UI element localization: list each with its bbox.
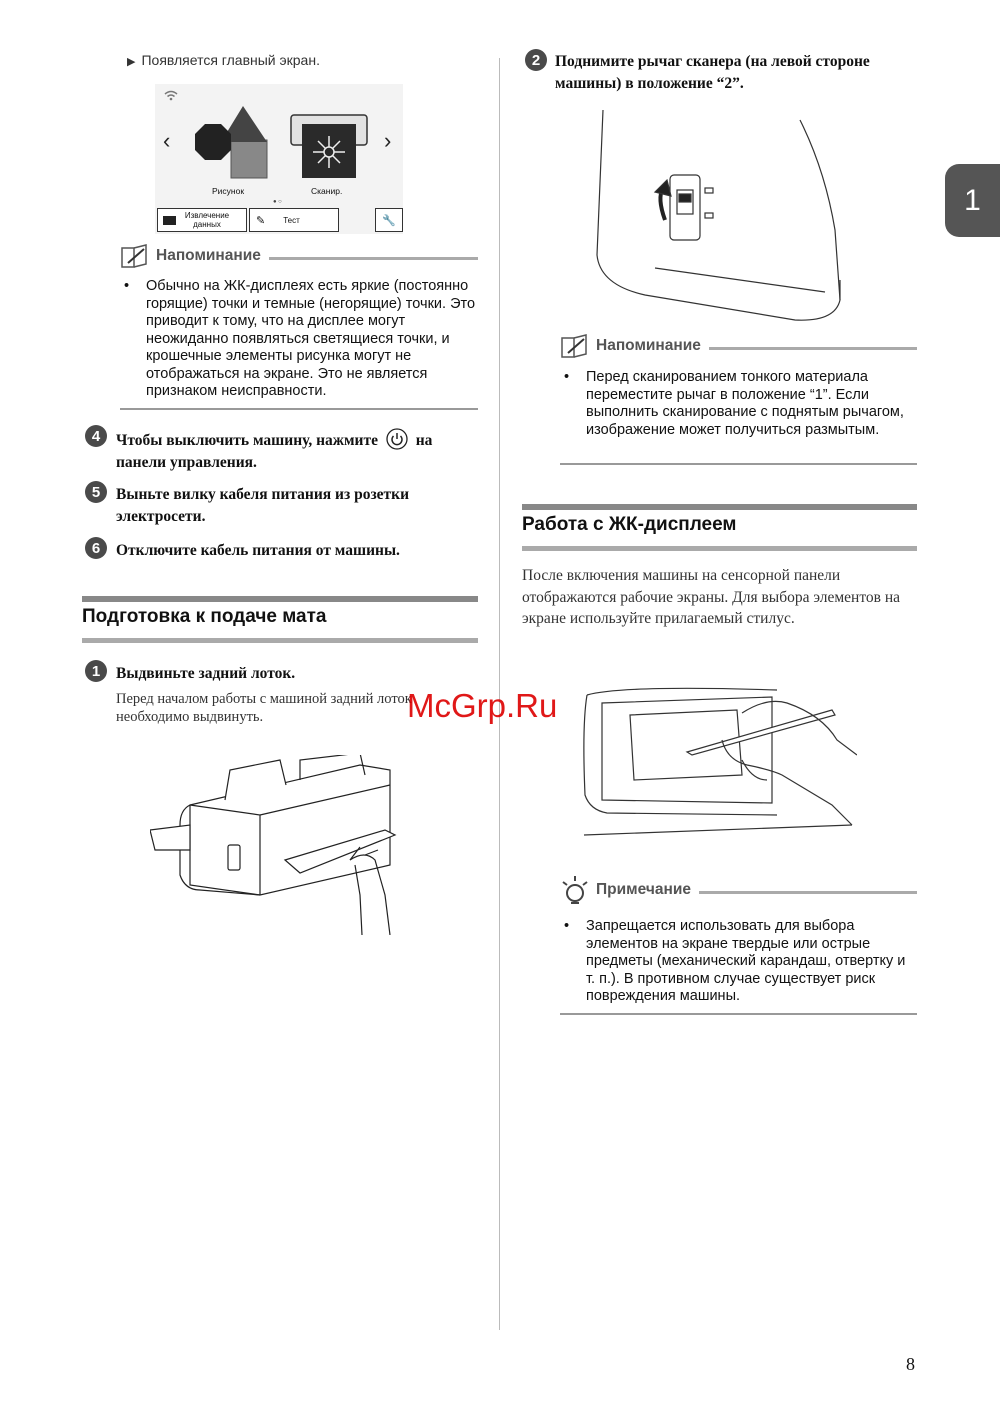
memo1-item: • Обычно на ЖК-дисплеях есть яркие (постоянно горящие) точки и темные (негорящие) точки. Это приводит к тому, что на дисплее могут неожиданно появляться светящиеся точки, и крошечные элементы рисунка могут не отображаться на экране. Это не является признаком неисправности.	[120, 278, 478, 401]
note-header	[560, 874, 917, 906]
memo1-bottom-rule	[120, 408, 478, 410]
folder-icon	[163, 216, 176, 225]
wrench-icon: 🔧	[382, 214, 396, 227]
test-button[interactable]: ✎ Тест	[249, 208, 339, 232]
section2-top-rule	[522, 504, 917, 510]
section2-title: Работа с ЖК-дисплеем	[522, 514, 737, 535]
section1-bottom-rule	[82, 638, 478, 643]
memo2-title: Напоминание	[596, 337, 701, 354]
lcd-home-screen	[155, 84, 403, 234]
pattern-label: Рисунок	[212, 186, 245, 196]
result-line: ▶ Появляется главный экран.	[127, 52, 320, 68]
section1-step-badge: 1	[85, 660, 107, 682]
step-4-badge: 4	[85, 425, 107, 447]
memo2-item: • Перед сканированием тонкого материала переместите рычаг в положение “1”. Если выполнить сканирование с поднятым рычагом, изображение может получиться размытым.	[560, 369, 917, 439]
section2-body: После включения машины на сенсорной панели отображаются рабочие экраны. Для выбора элементов на экране используйте прилагаемый стилус.	[522, 567, 901, 627]
step-5-badge: 5	[85, 481, 107, 503]
pattern-shapes-icon[interactable]	[191, 104, 271, 182]
page-number: 8	[906, 1354, 915, 1374]
note-bottom-rule	[560, 1013, 917, 1015]
watermark: McGrp.Ru	[407, 687, 558, 724]
memo2-bottom-rule	[560, 463, 917, 465]
memo1-header	[120, 243, 478, 269]
memo1-header-line	[269, 257, 478, 260]
scan-label: Сканир.	[311, 186, 343, 196]
section1-body: Перед началом работы с машиной задний лоток необходимо выдвинуть.	[116, 691, 412, 725]
section2-bottom-rule	[522, 546, 917, 551]
right-step-text: Поднимите рычаг сканера (на левой стороне машины) в положение “2”.	[555, 53, 870, 92]
page-dots: ● ○	[273, 199, 282, 205]
note-list	[560, 918, 917, 1006]
note-header-line	[699, 891, 917, 894]
pen-icon: ✎	[256, 214, 266, 227]
step-4-text: Чтобы выключить машину, нажмите на панели управления.	[116, 428, 476, 474]
stylus-touchscreen-illustration	[582, 685, 857, 845]
power-icon	[386, 428, 408, 450]
note-item: • Запрещается использовать для выбора элементов на экране твердые или острые предметы (механический карандаш, отвертку и т. п.). В противном случае существует риск повреждения машины.	[560, 918, 917, 1006]
section1-step-text: Выдвиньте задний лоток.	[116, 665, 296, 682]
prev-arrow-icon[interactable]: ‹	[163, 128, 171, 153]
memo1-list	[120, 278, 478, 401]
scan-icon[interactable]	[290, 114, 368, 180]
step-5-text: Выньте вилку кабеля питания из розетки электросети.	[116, 486, 410, 525]
next-arrow-icon[interactable]: ›	[384, 128, 392, 153]
section1-title: Подготовка к подаче мата	[82, 606, 327, 627]
step-6-text: Отключите кабель питания от машины.	[116, 542, 400, 559]
settings-wrench-button[interactable]	[375, 208, 403, 232]
memo-icon	[120, 243, 150, 269]
extract-data-button[interactable]: Извлечение данных	[157, 208, 247, 232]
scanner-lever-illustration	[595, 110, 850, 325]
memo2-list	[560, 369, 917, 439]
memo-icon	[560, 333, 590, 359]
memo2-header-line	[709, 347, 917, 350]
memo1-title: Напоминание	[156, 247, 261, 264]
wifi-icon	[163, 88, 179, 102]
cutting-machine-tray-illustration	[150, 755, 400, 935]
chapter-tab: 1	[945, 164, 1000, 237]
step-6-badge: 6	[85, 537, 107, 559]
memo2-header	[560, 333, 917, 359]
triangle-icon: ▶	[127, 56, 136, 68]
right-step-badge: 2	[525, 49, 547, 71]
section1-top-rule	[82, 596, 478, 602]
note-title: Примечание	[596, 881, 691, 898]
lightbulb-icon	[560, 874, 590, 906]
